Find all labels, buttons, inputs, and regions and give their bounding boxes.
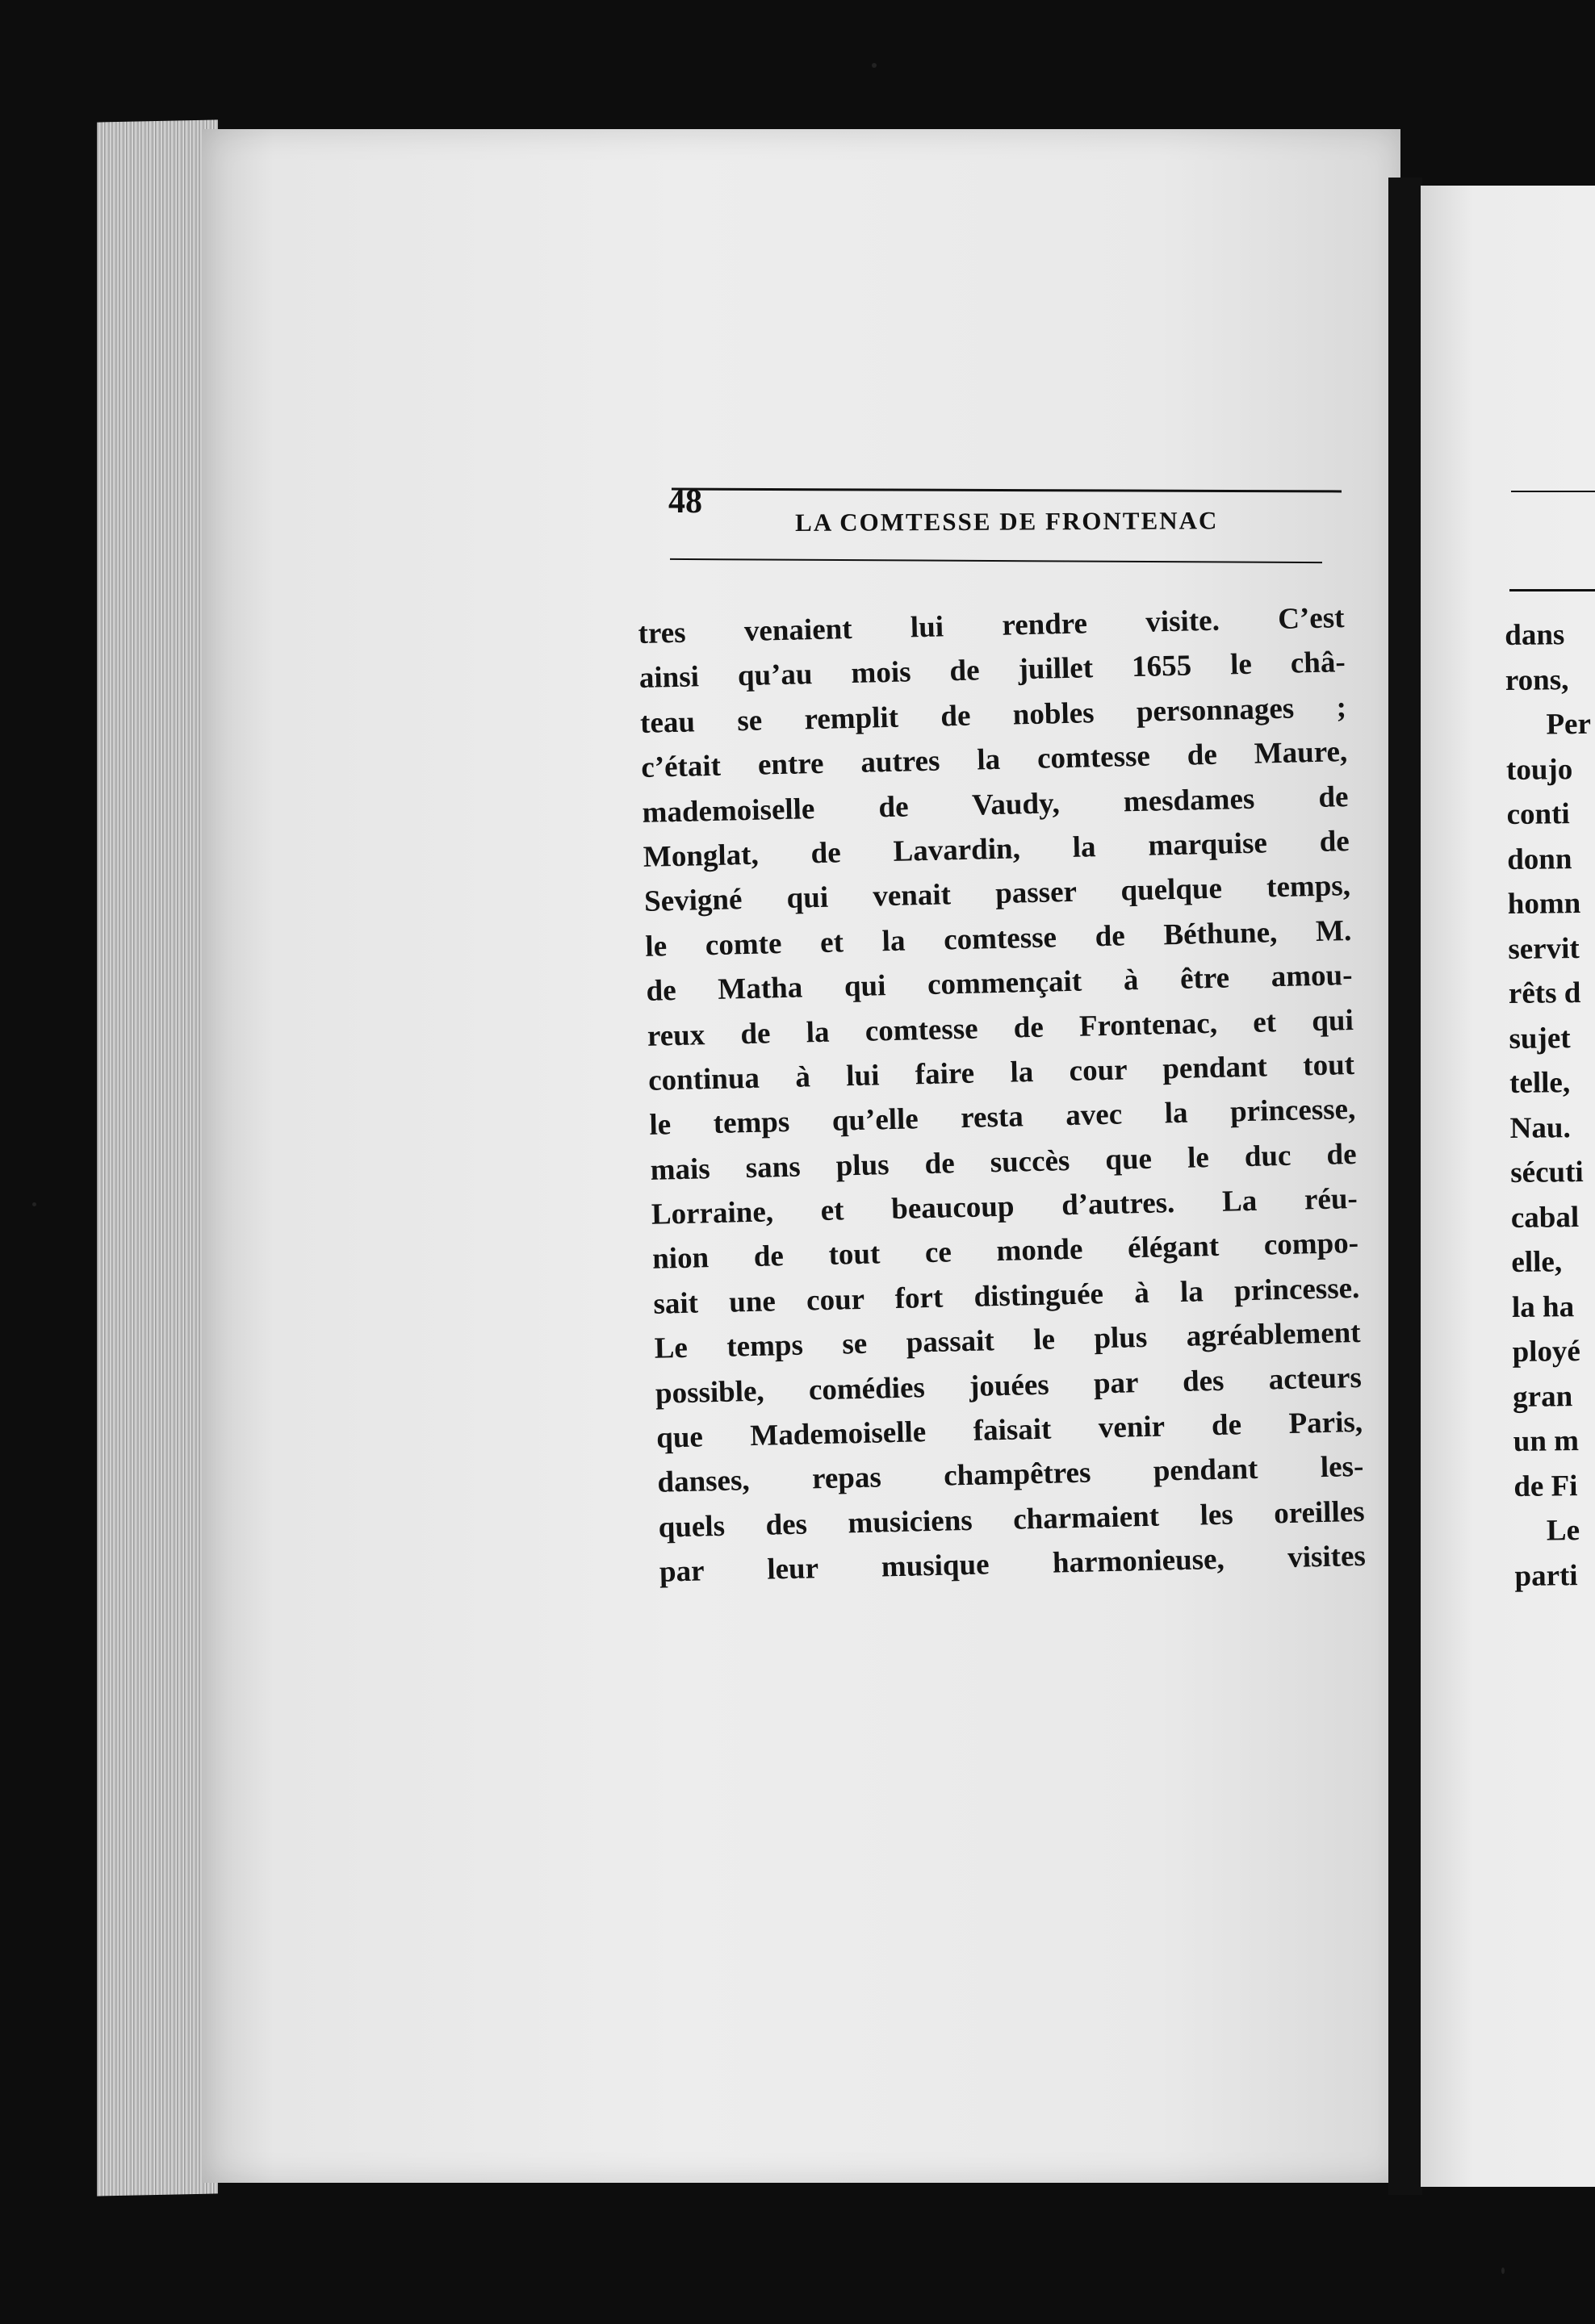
text-line: Lorraine, et beaucoup d’autres. La réu- xyxy=(651,1182,1358,1231)
facing-text-line: Le xyxy=(1546,1514,1580,1548)
facing-header-rule-bottom xyxy=(1509,589,1595,591)
text-line: mademoiselle de Vaudy, mesdames de xyxy=(642,780,1349,830)
text-line: le temps qu’elle resta avec la princesse, xyxy=(648,1093,1356,1143)
text-line: quels des musiciens charmaient les oreilles xyxy=(658,1494,1365,1544)
page-edges xyxy=(97,119,218,2196)
facing-text-line: dans xyxy=(1505,618,1565,652)
text-line: Sevigné qui venait passer quelque temps, xyxy=(643,869,1351,919)
text-line: de Matha qui commençait à être amou- xyxy=(646,959,1353,1008)
text-line: possible, comédies jouées par des acteurs xyxy=(655,1361,1363,1411)
text-line: tres venaient lui rendre visite. C’est xyxy=(638,601,1345,650)
text-line: danses, repas champêtres pendant les- xyxy=(657,1450,1364,1500)
dust-speck xyxy=(872,63,877,68)
text-line: c’était entre autres la comtesse de Maure, xyxy=(640,735,1348,785)
facing-text-line: homn xyxy=(1507,887,1581,921)
facing-text-line: de Fi xyxy=(1513,1469,1578,1503)
facing-text-line: parti xyxy=(1514,1558,1578,1593)
text-line: Monglat, de Lavardin, la marquise de xyxy=(643,825,1350,874)
book-gutter xyxy=(1388,178,1422,2195)
facing-text-line: un m xyxy=(1513,1424,1580,1458)
facing-text-line: sujet xyxy=(1509,1021,1571,1055)
text-line: Le temps se passait le plus agréablement xyxy=(654,1316,1361,1366)
facing-text-line: toujo xyxy=(1505,752,1573,787)
text-line: teau se remplit de nobles personnages ; xyxy=(639,690,1347,740)
facing-text-line: telle, xyxy=(1509,1066,1571,1100)
running-head: LA COMTESSE DE FRONTENAC xyxy=(795,506,1219,537)
dust-speck xyxy=(1501,2268,1505,2274)
facing-text-line: cabal xyxy=(1510,1200,1580,1235)
text-line: nion de tout ce monde élégant compo- xyxy=(651,1227,1359,1277)
dust-speck xyxy=(32,1202,36,1206)
body-text xyxy=(638,596,1366,1595)
facing-header-rule-top xyxy=(1511,491,1595,492)
facing-text-line: gran xyxy=(1512,1379,1573,1414)
text-line: reux de la comtesse de Frontenac, et qui xyxy=(647,1003,1354,1053)
facing-text-line: servit xyxy=(1508,931,1580,966)
facing-page-text xyxy=(1505,612,1595,1599)
text-line: ainsi qu’au mois de juillet 1655 le châ- xyxy=(638,646,1346,696)
facing-text-line: la ha xyxy=(1511,1289,1575,1324)
text-line: le comte et la comtesse de Béthune, M. xyxy=(644,913,1352,963)
facing-text-line: Per xyxy=(1546,707,1592,742)
facing-text-line: Nau. xyxy=(1509,1110,1571,1145)
facing-text-line: ployé xyxy=(1512,1335,1581,1369)
text-line: que Mademoiselle faisait venir de Paris, xyxy=(655,1405,1363,1455)
page-number: 48 xyxy=(668,483,702,520)
facing-text-line: rêts d xyxy=(1508,976,1581,1010)
text-line: sait une cour fort distinguée à la princesse. xyxy=(653,1271,1360,1321)
facing-text-line: donn xyxy=(1506,842,1572,876)
facing-text-line: rons, xyxy=(1505,663,1569,697)
facing-text-line: sécuti xyxy=(1510,1156,1584,1189)
text-line: mais sans plus de succès que le duc de xyxy=(650,1137,1357,1187)
facing-text-line: elle, xyxy=(1511,1245,1563,1279)
text-line: par leur musique harmonieuse, visites xyxy=(659,1540,1367,1589)
facing-text-line: conti xyxy=(1506,797,1570,831)
text-line: continua à lui faire la cour pendant tout xyxy=(647,1047,1355,1097)
